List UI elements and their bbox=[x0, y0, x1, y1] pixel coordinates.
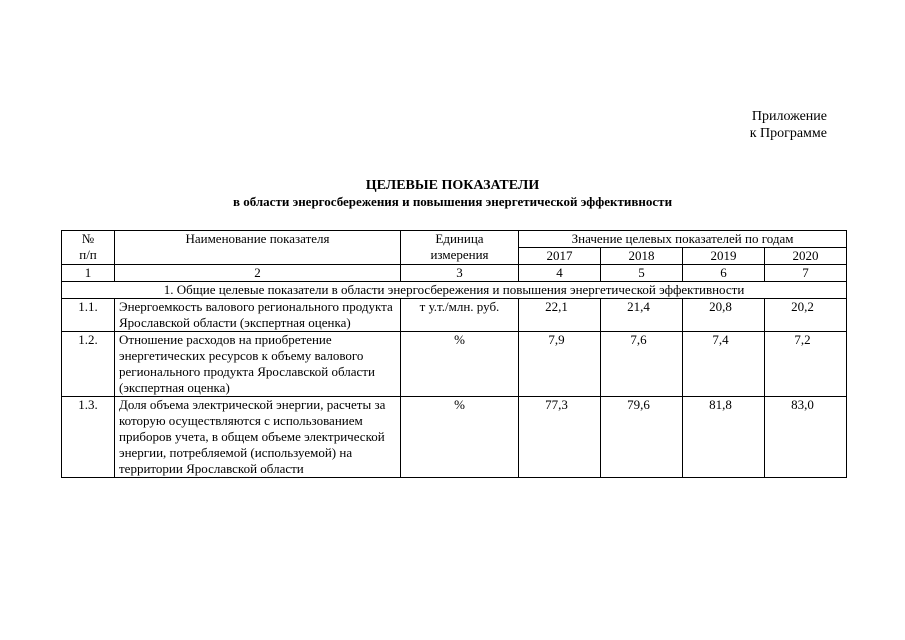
column-number: 2 bbox=[115, 265, 401, 282]
column-number: 6 bbox=[683, 265, 765, 282]
row-value: 77,3 bbox=[519, 397, 601, 478]
row-num: 1.2. bbox=[62, 332, 115, 397]
row-value: 20,2 bbox=[765, 299, 847, 332]
title-sub: в области энергосбережения и повышения энергетической эффективности bbox=[232, 194, 673, 209]
header-unit-line-2: измерения bbox=[430, 247, 489, 262]
header-unit-line-1: Единица bbox=[435, 231, 484, 246]
header-num-line-1: № bbox=[81, 231, 95, 246]
row-value: 7,9 bbox=[519, 332, 601, 397]
section-row bbox=[62, 282, 847, 299]
row-name: Энергоемкость валового регионального продукта Ярославской области (экспертная оценка) bbox=[115, 299, 401, 332]
column-number: 7 bbox=[765, 265, 847, 282]
document-title bbox=[0, 178, 905, 210]
row-value: 7,4 bbox=[683, 332, 765, 397]
title-main: ЦЕЛЕВЫЕ ПОКАЗАТЕЛИ bbox=[365, 178, 540, 193]
row-unit: т у.т./млн. руб. bbox=[401, 299, 519, 332]
header-year-2020: 2020 bbox=[765, 248, 847, 265]
row-value: 21,4 bbox=[601, 299, 683, 332]
column-number: 3 bbox=[401, 265, 519, 282]
header-year-2019: 2019 bbox=[683, 248, 765, 265]
table-row bbox=[62, 299, 847, 332]
row-value: 79,6 bbox=[601, 397, 683, 478]
row-unit: % bbox=[401, 332, 519, 397]
row-name: Доля объема электрической энергии, расчеты за которую осуществляются с использованием приборов учета, в общем объеме электрической энергии, потребляемой (используемой) на территории Ярославской области bbox=[115, 397, 401, 478]
appendix-line-1: Приложение bbox=[751, 109, 827, 124]
column-number: 5 bbox=[601, 265, 683, 282]
row-value: 20,8 bbox=[683, 299, 765, 332]
column-numbers-row bbox=[62, 265, 847, 282]
table-row bbox=[62, 397, 847, 478]
header-unit bbox=[401, 231, 519, 265]
header-num bbox=[62, 231, 115, 265]
column-number: 4 bbox=[519, 265, 601, 282]
header-num-line-2: п/п bbox=[79, 247, 97, 262]
row-unit: % bbox=[401, 397, 519, 478]
header-row-1 bbox=[62, 231, 847, 248]
section-title: 1. Общие целевые показатели в области энергосбережения и повышения энергетической эффективности bbox=[62, 282, 847, 299]
row-value: 83,0 bbox=[765, 397, 847, 478]
appendix-label bbox=[750, 108, 827, 142]
row-value: 7,2 bbox=[765, 332, 847, 397]
indicators-table bbox=[61, 230, 847, 478]
row-value: 7,6 bbox=[601, 332, 683, 397]
column-number: 1 bbox=[62, 265, 115, 282]
header-year-2018: 2018 bbox=[601, 248, 683, 265]
row-name: Отношение расходов на приобретение энергетических ресурсов к объему валового регионального продукта Ярославской области (экспертная оценка) bbox=[115, 332, 401, 397]
row-num: 1.3. bbox=[62, 397, 115, 478]
row-value: 81,8 bbox=[683, 397, 765, 478]
appendix-line-2: к Программе bbox=[749, 126, 827, 141]
row-value: 22,1 bbox=[519, 299, 601, 332]
header-values-group: Значение целевых показателей по годам bbox=[519, 231, 847, 248]
header-name: Наименование показателя bbox=[115, 231, 401, 265]
table-row bbox=[62, 332, 847, 397]
header-year-2017: 2017 bbox=[519, 248, 601, 265]
row-num: 1.1. bbox=[62, 299, 115, 332]
